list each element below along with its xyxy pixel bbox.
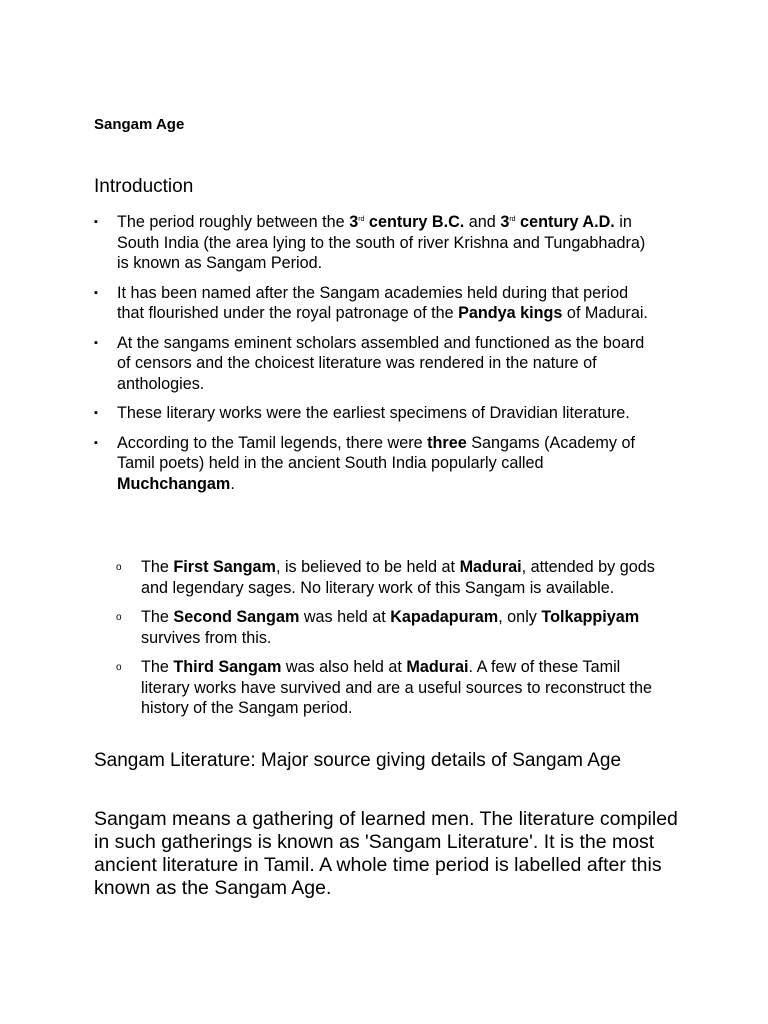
- bullet-marker-icon: o: [116, 612, 122, 623]
- text-run: It has been named after the Sangam academies held during that period that flourished under the royal patronage of the: [117, 283, 629, 322]
- text-run: in South India (the area lying to the south of river Krishna and Tungabhadra) is known as Sangam Period.: [117, 213, 646, 272]
- text-run: was also held at: [281, 658, 407, 676]
- text-run: . A few of these Tamil literary works have survived and are a useful sources to reconstruct the history of the Sangam period.: [141, 658, 653, 717]
- bold-text: 3: [349, 213, 359, 231]
- bold-text: Tolkappiyam: [541, 608, 640, 626]
- bold-text: Second Sangam: [173, 608, 300, 626]
- bold-text: 3: [500, 213, 510, 231]
- sub-list-item: [0, 557, 661, 598]
- bullet-marker-icon: ▪: [94, 216, 98, 228]
- bullet-marker-icon: ▪: [94, 286, 98, 299]
- bullet-marker-icon: o: [116, 662, 122, 673]
- text-run: survives from this.: [141, 628, 272, 647]
- text-run: .: [230, 474, 235, 493]
- text-run: Sangams (Academy of Tamil poets) held in the ancient South India popularly called: [117, 433, 635, 472]
- document-title: Sangam Age: [94, 116, 185, 133]
- introduction-bullet-list: [0, 212, 768, 503]
- list-item: [0, 333, 657, 395]
- sub-list-item: [0, 607, 661, 648]
- ordinal-suffix: rd: [509, 216, 516, 223]
- bold-text: First Sangam: [173, 558, 276, 576]
- text-run: The: [141, 558, 174, 576]
- text-run: was held at: [299, 608, 391, 626]
- bold-text: Madurai: [459, 558, 522, 576]
- literature-paragraph: Sangam means a gathering of learned men. The literature compiled in such gatherings is known as 'Sangam Literature'. It is the most ancient literature in Tamil. A whole time period is labelled after this known as the Sangam Age.: [94, 808, 678, 899]
- text-run: of Madurai.: [562, 304, 648, 322]
- introduction-heading: Introduction: [94, 176, 194, 197]
- text-run: The: [141, 658, 174, 676]
- bullet-marker-icon: ▪: [94, 407, 98, 419]
- bold-text: Muchchangam: [117, 474, 231, 493]
- text-run: According to the Tamil legends, there were: [117, 433, 428, 452]
- text-run: These literary works were the earliest specimens of Dravidian literature.: [117, 404, 630, 422]
- list-item: [0, 433, 657, 495]
- text-run: , is believed to be held at: [275, 558, 460, 576]
- text-run: At the sangams eminent scholars assembled and functioned as the board of censors and the choicest literature was rendered in the nature of anthologies.: [117, 333, 645, 393]
- bold-text: Third Sangam: [173, 658, 282, 676]
- bullet-marker-icon: ▪: [94, 436, 98, 449]
- bold-text: century A.D.: [515, 213, 615, 231]
- bold-text: Pandya kings: [458, 304, 563, 322]
- list-item: [0, 212, 657, 274]
- text-run: , only: [498, 608, 542, 626]
- bold-text: Kapadapuram: [390, 608, 499, 626]
- text-run: The: [141, 608, 174, 626]
- text-run: and: [464, 213, 501, 231]
- bold-text: three: [427, 433, 467, 452]
- bold-text: century B.C.: [364, 213, 465, 231]
- text-run: , attended by gods and legendary sages. No literary work of this Sangam is available.: [141, 558, 655, 597]
- literature-heading: Sangam Literature: Major source giving details of Sangam Age: [94, 750, 622, 771]
- ordinal-suffix: rd: [358, 216, 365, 223]
- sangam-sub-list: [0, 557, 768, 728]
- list-item: [0, 283, 657, 324]
- bullet-marker-icon: o: [116, 562, 122, 573]
- list-item: [0, 403, 657, 424]
- sub-list-item: [0, 657, 661, 719]
- text-run: The period roughly between the: [117, 213, 350, 231]
- bold-text: Madurai: [406, 658, 469, 676]
- bullet-marker-icon: ▪: [94, 336, 98, 349]
